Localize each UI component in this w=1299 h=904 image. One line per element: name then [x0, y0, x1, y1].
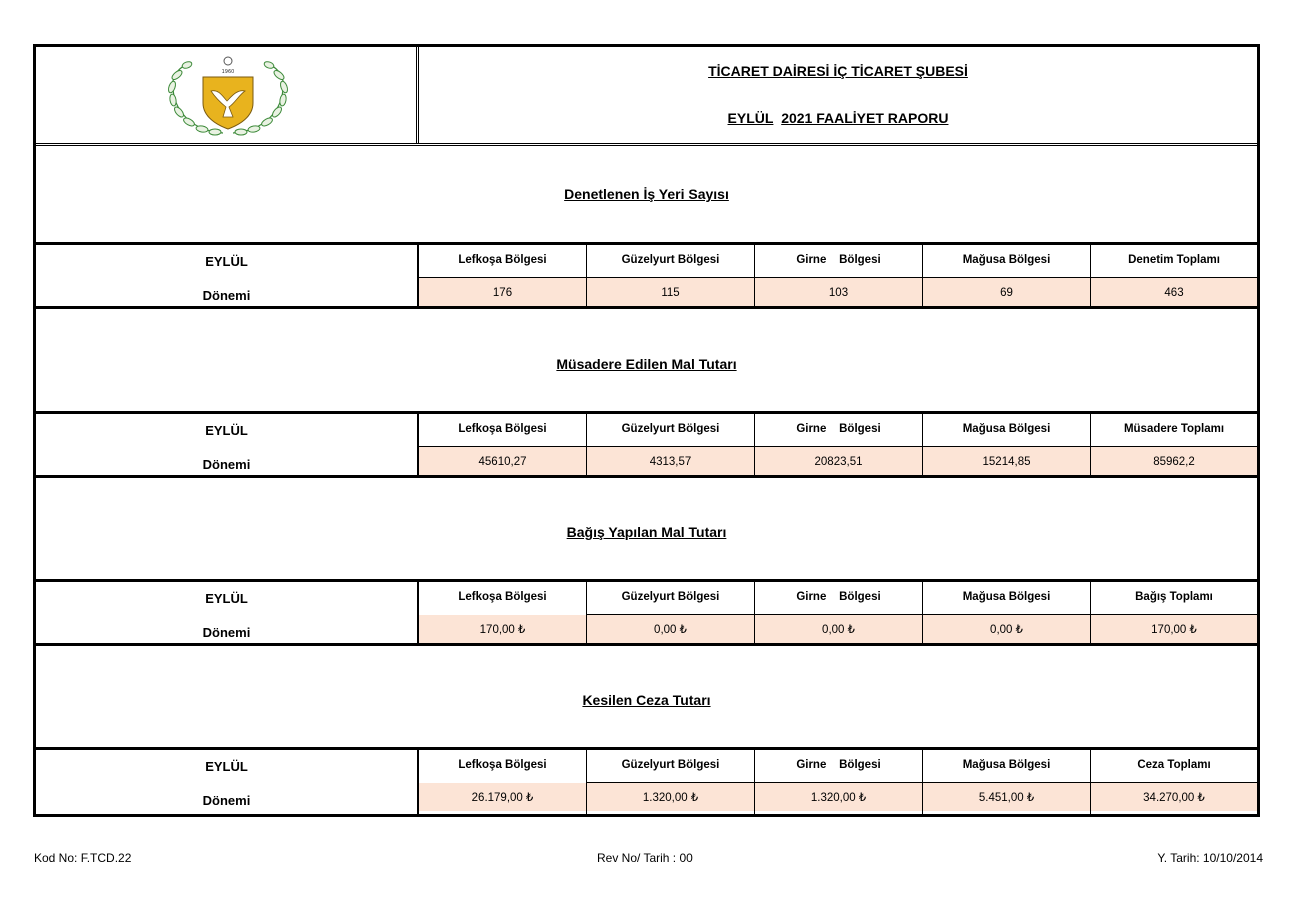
- column-value: 103: [755, 278, 922, 306]
- column-lefkosa: [419, 245, 587, 306]
- report-sheet: [33, 44, 1260, 817]
- column-value: 5.451,00 ₺: [923, 783, 1090, 811]
- column-header: Mağusa Bölgesi: [923, 750, 1090, 783]
- period-month: EYLÜL: [205, 759, 248, 774]
- column-value: 45610,27: [419, 447, 586, 475]
- column-magusa: [923, 245, 1091, 306]
- column-girne: [755, 750, 923, 814]
- column-value: 0,00 ₺: [587, 615, 754, 643]
- column-header: Girne Bölgesi: [755, 582, 922, 615]
- column-header: Mağusa Bölgesi: [923, 582, 1090, 615]
- period-label: Dönemi: [202, 793, 251, 808]
- period-cell: [36, 245, 419, 306]
- column-value: 4313,57: [587, 447, 754, 475]
- footer-date: Y. Tarih: 10/10/2014: [1157, 851, 1263, 865]
- column-header: Müsadere Toplamı: [1091, 414, 1257, 447]
- column-total: [1091, 750, 1257, 814]
- report-month: EYLÜL: [727, 110, 774, 126]
- column-magusa: [923, 582, 1091, 643]
- section-title: Müsadere Edilen Mal Tutarı: [556, 356, 737, 372]
- column-lefkosa: [419, 750, 587, 814]
- column-value: 176: [419, 278, 586, 306]
- section-title: Bağış Yapılan Mal Tutarı: [566, 524, 727, 540]
- title-cell: [419, 47, 1257, 143]
- section-denetlenen: [36, 146, 1257, 314]
- column-girne: [755, 582, 923, 643]
- cyprus-emblem-icon: [163, 51, 293, 137]
- column-magusa: [923, 750, 1091, 814]
- section-title: Kesilen Ceza Tutarı: [582, 692, 711, 708]
- column-header: Mağusa Bölgesi: [923, 414, 1090, 447]
- column-girne: [755, 414, 923, 475]
- period-month: EYLÜL: [205, 254, 248, 269]
- column-value: 15214,85: [923, 447, 1090, 475]
- column-header: Ceza Toplamı: [1091, 750, 1257, 783]
- period-month: EYLÜL: [205, 423, 248, 438]
- column-lefkosa: [419, 582, 587, 643]
- column-value: 170,00 ₺: [419, 615, 586, 643]
- column-value: 20823,51: [755, 447, 922, 475]
- column-guzelyurt: [587, 414, 755, 475]
- column-value: 170,00 ₺: [1091, 615, 1257, 643]
- period-label: Dönemi: [202, 288, 251, 303]
- column-header: Girne Bölgesi: [755, 414, 922, 447]
- column-header: Lefkoşa Bölgesi: [458, 759, 547, 771]
- period-label: Dönemi: [202, 457, 251, 472]
- column-total: [1091, 582, 1257, 643]
- column-value: 69: [923, 278, 1090, 306]
- column-value: 0,00 ₺: [923, 615, 1090, 643]
- report-title-rest: 2021 FAALİYET RAPORU: [781, 110, 949, 126]
- column-header: Lefkoşa Bölgesi: [419, 414, 586, 447]
- footer-code: Kod No: F.TCD.22: [34, 851, 132, 865]
- column-guzelyurt: [587, 582, 755, 643]
- column-header: Girne Bölgesi: [755, 245, 922, 278]
- section-grid: [36, 747, 1257, 814]
- column-value: 1.320,00 ₺: [755, 783, 922, 811]
- column-header: Mağusa Bölgesi: [923, 245, 1090, 278]
- column-value: 26.179,00 ₺: [419, 783, 586, 811]
- column-value: 1.320,00 ₺: [587, 783, 754, 811]
- column-lefkosa: [419, 414, 587, 475]
- section-title: Denetlenen İş Yeri Sayısı: [564, 186, 729, 202]
- section-ceza: [36, 650, 1257, 817]
- column-guzelyurt: [587, 245, 755, 306]
- section-grid: [36, 579, 1257, 646]
- period-month: EYLÜL: [205, 591, 248, 606]
- section-grid: [36, 242, 1257, 309]
- column-header: Bağış Toplamı: [1091, 582, 1257, 615]
- report-header: [36, 47, 1257, 146]
- column-header: Girne Bölgesi: [755, 750, 922, 783]
- column-header: Denetim Toplamı: [1091, 245, 1257, 278]
- section-bagis: [36, 482, 1257, 650]
- column-value: 0,00 ₺: [755, 615, 922, 643]
- period-cell: [36, 750, 419, 814]
- section-grid: [36, 411, 1257, 478]
- logo-cell: [36, 47, 419, 143]
- column-magusa: [923, 414, 1091, 475]
- column-header: Güzelyurt Bölgesi: [587, 245, 754, 278]
- column-header: Lefkoşa Bölgesi: [419, 245, 586, 278]
- column-total: [1091, 245, 1257, 306]
- section-musadere: [36, 314, 1257, 482]
- column-header: Güzelyurt Bölgesi: [587, 750, 754, 783]
- column-girne: [755, 245, 923, 306]
- column-value: 34.270,00 ₺: [1091, 783, 1257, 811]
- column-total: [1091, 414, 1257, 475]
- department-title: TİCARET DAİRESİ İÇ TİCARET ŞUBESİ: [708, 63, 968, 79]
- report-title: [419, 110, 1257, 126]
- emblem-year: 1960: [221, 69, 235, 75]
- column-header: Lefkoşa Bölgesi: [458, 591, 547, 603]
- column-value: 463: [1091, 278, 1257, 306]
- footer-revision: Rev No/ Tarih : 00: [597, 851, 693, 865]
- period-cell: [36, 414, 419, 475]
- column-header: Güzelyurt Bölgesi: [587, 414, 754, 447]
- period-label: Dönemi: [202, 625, 251, 640]
- column-value: 85962,2: [1091, 447, 1257, 475]
- period-cell: [36, 582, 419, 643]
- column-header: Güzelyurt Bölgesi: [587, 582, 754, 615]
- column-value: 115: [587, 278, 754, 306]
- column-guzelyurt: [587, 750, 755, 814]
